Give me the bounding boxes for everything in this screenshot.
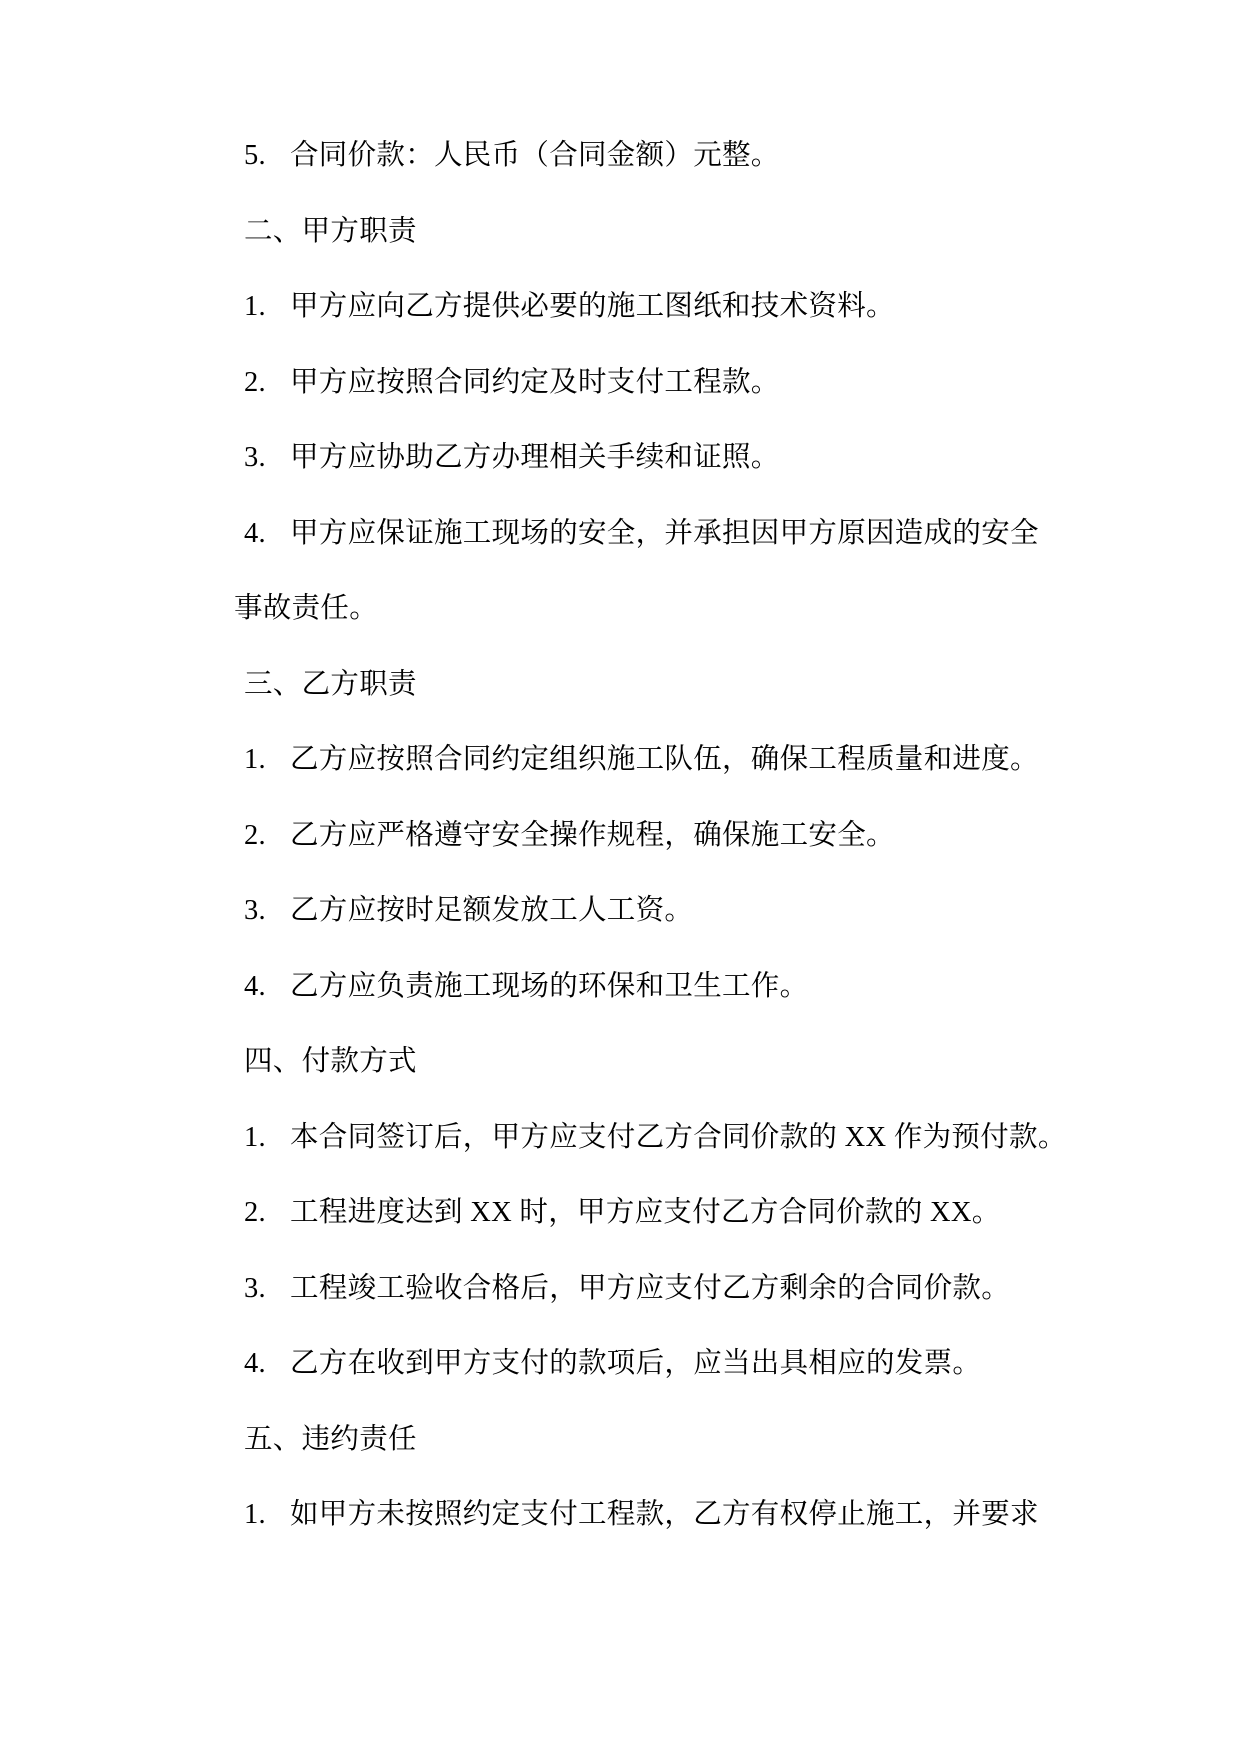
document-line — [188, 722, 1078, 798]
document-line — [188, 269, 1078, 345]
document-line — [188, 1477, 1078, 1553]
section-heading — [188, 194, 1078, 270]
document-line — [188, 1251, 1078, 1327]
document-line — [188, 496, 1078, 572]
line-text: 甲方应保证施工现场的安全，并承担因甲方原因造成的安全 — [290, 517, 1039, 549]
list-number: 2. — [244, 366, 266, 398]
line-text: 五、违约责任 — [244, 1423, 417, 1455]
line-text: 甲方应按照合同约定及时支付工程款。 — [290, 366, 780, 398]
list-number: 2. — [244, 1197, 266, 1228]
list-number: 1. — [244, 291, 266, 322]
document-line — [188, 798, 1078, 874]
section-heading — [188, 1402, 1078, 1478]
document-line — [188, 1100, 1078, 1176]
line-text: 合同价款：人民币（合同金额）元整。 — [290, 140, 780, 171]
line-text: 甲方应协助乙方办理相关手续和证照。 — [290, 442, 780, 473]
list-number: 4. — [244, 970, 266, 1002]
list-number: 4. — [244, 517, 266, 549]
line-text: 甲方应向乙方提供必要的施工图纸和技术资料。 — [290, 291, 895, 322]
line-text: 工程进度达到 XX 时，甲方应支付乙方合同价款的 XX。 — [290, 1197, 1001, 1228]
list-number: 2. — [244, 819, 266, 851]
list-number: 1. — [244, 1499, 266, 1530]
list-number: 1. — [244, 744, 266, 775]
line-text: 本合同签订后，甲方应支付乙方合同价款的 XX 作为预付款。 — [290, 1121, 1067, 1153]
list-number: 3. — [244, 442, 266, 473]
list-number: 5. — [244, 140, 266, 171]
list-number: 3. — [244, 895, 266, 926]
line-text: 乙方应按照合同约定组织施工队伍，确保工程质量和进度。 — [290, 744, 1039, 775]
line-text: 乙方在收到甲方支付的款项后，应当出具相应的发票。 — [290, 1348, 982, 1379]
line-text: 如甲方未按照约定支付工程款，乙方有权停止施工，并要求 — [290, 1499, 1039, 1530]
document-line — [188, 571, 1078, 647]
list-number: 4. — [244, 1348, 266, 1379]
section-heading — [188, 647, 1078, 723]
list-number: 3. — [244, 1272, 266, 1304]
line-text: 四、付款方式 — [244, 1046, 417, 1077]
line-text: 三、乙方职责 — [244, 668, 417, 700]
document-body — [188, 118, 1078, 1553]
line-text: 乙方应按时足额发放工人工资。 — [290, 895, 694, 926]
document-line — [188, 420, 1078, 496]
line-text: 乙方应负责施工现场的环保和卫生工作。 — [290, 970, 809, 1002]
document-line — [188, 1326, 1078, 1402]
list-number: 1. — [244, 1121, 266, 1153]
document-line — [188, 1175, 1078, 1251]
line-text: 二、甲方职责 — [244, 215, 417, 247]
line-text: 乙方应严格遵守安全操作规程，确保施工安全。 — [290, 819, 895, 851]
line-text: 工程竣工验收合格后，甲方应支付乙方剩余的合同价款。 — [290, 1272, 1011, 1304]
section-heading — [188, 1024, 1078, 1100]
line-text: 事故责任。 — [234, 593, 379, 624]
document-line — [188, 345, 1078, 421]
document-line — [188, 949, 1078, 1025]
document-line — [188, 873, 1078, 949]
document-line — [188, 118, 1078, 194]
